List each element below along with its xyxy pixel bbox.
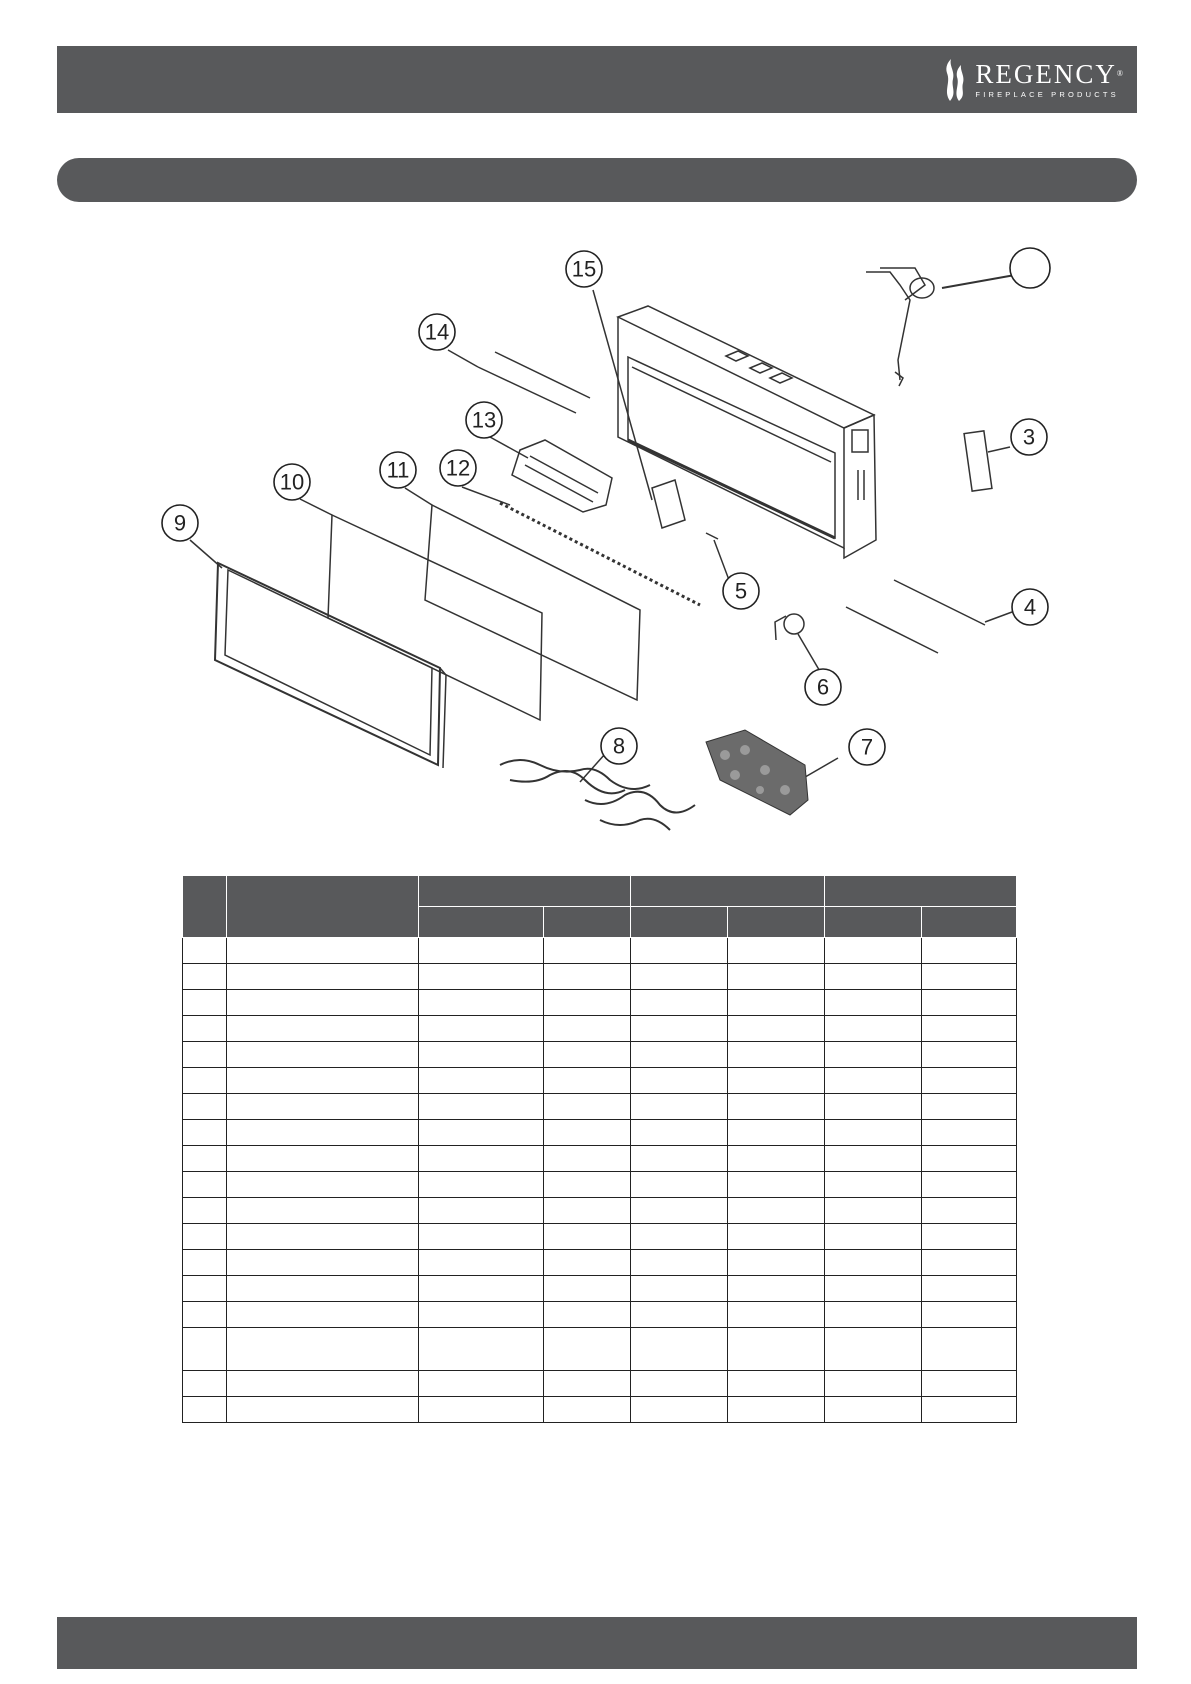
table-row: [183, 1146, 1017, 1172]
svg-text:10: 10: [279, 469, 305, 495]
table-cell: [728, 1198, 825, 1224]
table-cell: [728, 1016, 825, 1042]
table-cell: [544, 1276, 631, 1302]
callout-unlabeled: [1010, 248, 1050, 288]
table-cell: [922, 1397, 1017, 1423]
table-row: [183, 1397, 1017, 1423]
table-row: [183, 1016, 1017, 1042]
table-row: [183, 1371, 1017, 1397]
table-cell: [419, 938, 544, 964]
table-cell: [419, 964, 544, 990]
table-cell: [544, 938, 631, 964]
table-cell: [922, 1224, 1017, 1250]
table-cell: [825, 1250, 922, 1276]
callout-7: [849, 729, 885, 765]
table-cell: [728, 1094, 825, 1120]
table-cell: [544, 1068, 631, 1094]
table-cell: [419, 1371, 544, 1397]
table-cell: [419, 1250, 544, 1276]
table-cell: [728, 1224, 825, 1250]
table-cell: [419, 1016, 544, 1042]
table-cell: [825, 1276, 922, 1302]
table-cell: [183, 1371, 227, 1397]
table-cell: [183, 1068, 227, 1094]
table-cell: [183, 1042, 227, 1068]
callout-13: [466, 402, 502, 438]
table-cell: [227, 1371, 419, 1397]
callout-11: [380, 452, 416, 488]
svg-text:11: 11: [386, 457, 410, 483]
bulb: [784, 614, 804, 634]
table-cell: [922, 1068, 1017, 1094]
table-cell: [544, 1016, 631, 1042]
header-sub-1: [419, 907, 544, 938]
table-cell: [728, 990, 825, 1016]
table-cell: [227, 1224, 419, 1250]
table-cell: [183, 964, 227, 990]
svg-text:4: 4: [1023, 594, 1037, 620]
table-cell: [631, 1198, 728, 1224]
table-row: [183, 1068, 1017, 1094]
table-cell: [825, 1172, 922, 1198]
table-cell: [227, 1328, 419, 1371]
header-sub-3: [631, 907, 728, 938]
svg-text:5: 5: [734, 578, 748, 604]
table-cell: [544, 1371, 631, 1397]
table-cell: [825, 1016, 922, 1042]
table-cell: [825, 1224, 922, 1250]
table-cell: [183, 1016, 227, 1042]
callout-8: [601, 728, 637, 764]
header-sub-6: [922, 907, 1017, 938]
table-cell: [631, 1094, 728, 1120]
table-cell: [419, 1094, 544, 1120]
table-cell: [825, 990, 922, 1016]
svg-text:3: 3: [1022, 424, 1036, 450]
table-cell: [544, 964, 631, 990]
table-cell: [544, 1172, 631, 1198]
table-cell: [183, 1397, 227, 1423]
table-cell: [922, 1302, 1017, 1328]
table-row: [183, 1042, 1017, 1068]
table-cell: [419, 1302, 544, 1328]
table-cell: [728, 1250, 825, 1276]
table-cell: [922, 1016, 1017, 1042]
table-cell: [227, 1397, 419, 1423]
table-cell: [922, 1250, 1017, 1276]
table-cell: [728, 1371, 825, 1397]
brand-mark: ®: [1116, 69, 1125, 78]
table-cell: [227, 1120, 419, 1146]
table-cell: [825, 1042, 922, 1068]
table-cell: [544, 1146, 631, 1172]
table-row: [183, 1120, 1017, 1146]
table-cell: [227, 938, 419, 964]
table-cell: [825, 1198, 922, 1224]
table-cell: [419, 990, 544, 1016]
table-cell: [825, 964, 922, 990]
table-cell: [227, 1146, 419, 1172]
table-row: [183, 1172, 1017, 1198]
burner-box: [652, 480, 685, 528]
table-row: [183, 938, 1017, 964]
table-cell: [544, 990, 631, 1016]
table-cell: [728, 1172, 825, 1198]
table-cell: [728, 1042, 825, 1068]
stone-bed: [706, 730, 808, 815]
table-cell: [922, 1371, 1017, 1397]
glass-panel-front: [328, 515, 542, 720]
table-cell: [227, 1042, 419, 1068]
table-cell: [183, 1302, 227, 1328]
table-row: [183, 964, 1017, 990]
svg-text:9: 9: [173, 510, 187, 536]
table-cell: [825, 1120, 922, 1146]
table-cell: [544, 1198, 631, 1224]
table-cell: [631, 1016, 728, 1042]
table-cell: [227, 1068, 419, 1094]
brand-tagline: FIREPLACE PRODUCTS: [975, 90, 1119, 99]
callout-4: [1012, 589, 1048, 625]
table-cell: [183, 1198, 227, 1224]
callout-3: [1011, 419, 1047, 455]
table-cell: [227, 1276, 419, 1302]
table-cell: [544, 1042, 631, 1068]
table-row: [183, 1250, 1017, 1276]
table-cell: [183, 1120, 227, 1146]
table-cell: [631, 990, 728, 1016]
table-cell: [544, 1250, 631, 1276]
table-cell: [419, 1120, 544, 1146]
table-cell: [544, 1328, 631, 1371]
callout-6: [805, 669, 841, 705]
table-cell: [825, 938, 922, 964]
table-cell: [183, 938, 227, 964]
table-cell: [419, 1198, 544, 1224]
table-cell: [544, 1120, 631, 1146]
table-cell: [728, 1328, 825, 1371]
svg-text:8: 8: [612, 733, 626, 759]
table-cell: [728, 1068, 825, 1094]
table-cell: [183, 1094, 227, 1120]
table-row: [183, 1198, 1017, 1224]
table-row: [183, 1094, 1017, 1120]
table-cell: [183, 1250, 227, 1276]
table-cell: [825, 1094, 922, 1120]
svg-text:7: 7: [860, 734, 874, 760]
table-cell: [728, 1302, 825, 1328]
table-cell: [227, 1172, 419, 1198]
table-cell: [631, 1146, 728, 1172]
table-cell: [631, 1302, 728, 1328]
table-cell: [544, 1397, 631, 1423]
brand-name: REGENCY: [975, 59, 1117, 89]
table-cell: [419, 1328, 544, 1371]
header-sub-2: [544, 907, 631, 938]
table-cell: [825, 1328, 922, 1371]
table-cell: [922, 1120, 1017, 1146]
table-cell: [631, 1371, 728, 1397]
remote: [964, 431, 992, 491]
table-cell: [728, 1397, 825, 1423]
table-cell: [227, 1198, 419, 1224]
table-cell: [183, 1172, 227, 1198]
table-cell: [631, 1328, 728, 1371]
callout-9: [162, 505, 198, 541]
table-cell: [183, 1276, 227, 1302]
wire-harness: [866, 268, 934, 386]
table-cell: [419, 1042, 544, 1068]
table-cell: [419, 1224, 544, 1250]
svg-text:12: 12: [445, 455, 471, 481]
table-cell: [922, 1198, 1017, 1224]
table-cell: [631, 938, 728, 964]
table-cell: [922, 1094, 1017, 1120]
header-group-2: [631, 876, 825, 907]
table-cell: [825, 1146, 922, 1172]
table-cell: [631, 1224, 728, 1250]
table-row: [183, 1328, 1017, 1371]
table-cell: [825, 1302, 922, 1328]
table-cell: [544, 1094, 631, 1120]
table-cell: [544, 1224, 631, 1250]
table-row: [183, 990, 1017, 1016]
table-cell: [922, 990, 1017, 1016]
table-cell: [227, 1250, 419, 1276]
table-cell: [183, 1328, 227, 1371]
table-cell: [922, 1146, 1017, 1172]
table-row: [183, 1224, 1017, 1250]
table-cell: [728, 938, 825, 964]
table-cell: [631, 964, 728, 990]
table-cell: [728, 1120, 825, 1146]
table-cell: [728, 964, 825, 990]
table-cell: [631, 1250, 728, 1276]
clip: [706, 533, 718, 539]
table-cell: [227, 990, 419, 1016]
header-group-3: [825, 876, 1017, 907]
table-cell: [183, 1146, 227, 1172]
table-cell: [631, 1068, 728, 1094]
glass-panel-rear: [425, 505, 640, 700]
table-cell: [922, 964, 1017, 990]
table-cell: [922, 1328, 1017, 1371]
table-cell: [631, 1397, 728, 1423]
table-cell: [922, 1172, 1017, 1198]
table-cell: [922, 1042, 1017, 1068]
table-cell: [825, 1371, 922, 1397]
svg-text:6: 6: [816, 674, 830, 700]
table-cell: [825, 1397, 922, 1423]
table-cell: [728, 1276, 825, 1302]
table-cell: [183, 1224, 227, 1250]
table-cell: [631, 1120, 728, 1146]
table-cell: [419, 1146, 544, 1172]
table-cell: [825, 1068, 922, 1094]
table-cell: [227, 1302, 419, 1328]
callout-12: [440, 450, 476, 486]
header-sub-4: [728, 907, 825, 938]
log-set: [500, 760, 695, 830]
firebox-unit: [618, 306, 876, 558]
rail-upper: [495, 352, 590, 398]
table-cell: [183, 990, 227, 1016]
table-cell: [419, 1172, 544, 1198]
header-item-number: [183, 876, 227, 938]
svg-text:13: 13: [471, 407, 497, 433]
table-cell: [631, 1172, 728, 1198]
callout-15: [566, 251, 602, 287]
table-cell: [227, 1016, 419, 1042]
front-frame: [215, 563, 446, 768]
table-cell: [631, 1042, 728, 1068]
table-cell: [419, 1068, 544, 1094]
header-description: [227, 876, 419, 938]
table-cell: [922, 938, 1017, 964]
bracket-upper: [894, 580, 985, 625]
table-cell: [419, 1397, 544, 1423]
header-sub-5: [825, 907, 922, 938]
svg-text:14: 14: [424, 319, 450, 345]
svg-text:15: 15: [571, 256, 597, 282]
parts-table: [182, 875, 1017, 1423]
table-cell: [227, 964, 419, 990]
table-cell: [227, 1094, 419, 1120]
table-cell: [544, 1302, 631, 1328]
bracket-lower: [846, 607, 938, 653]
flame-module: [512, 440, 612, 512]
table-cell: [728, 1146, 825, 1172]
header-group-1: [419, 876, 631, 907]
table-cell: [922, 1276, 1017, 1302]
table-cell: [631, 1276, 728, 1302]
table-cell: [419, 1276, 544, 1302]
callout-14: [419, 314, 455, 350]
callout-5: [723, 573, 759, 609]
footer-bar: [57, 1617, 1137, 1669]
callout-10: [274, 464, 310, 500]
table-row: [183, 1302, 1017, 1328]
table-row: [183, 1276, 1017, 1302]
